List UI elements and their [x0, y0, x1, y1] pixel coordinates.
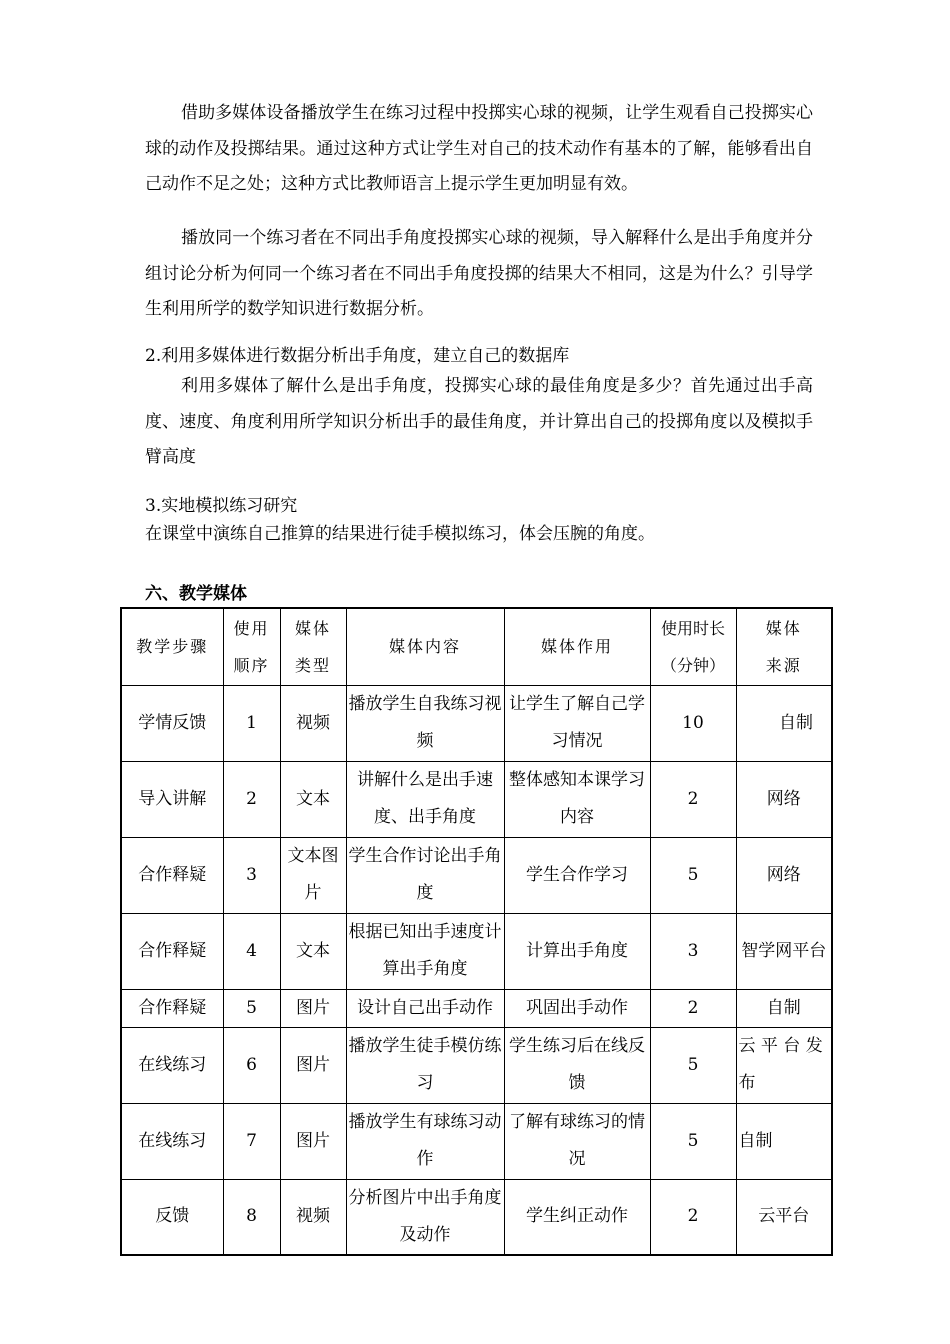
header-source: 媒体 来源	[736, 608, 832, 685]
cell-type: 文本	[280, 761, 346, 837]
cell-order: 2	[223, 761, 280, 837]
cell-duration: 3	[650, 913, 736, 989]
heading-simulation: 3.实地模拟练习研究	[145, 496, 298, 516]
paragraph-video-feedback: 借助多媒体设备播放学生在练习过程中投掷实心球的视频，让学生观看自己投掷实心球的动作及投掷结果。通过这种方式让学生对自己的技术动作有基本的了解，能够看出自己动作不足之处；这种方式比教师语言上提示学生更加明显有效。	[145, 103, 813, 194]
cell-content: 播放学生徒手模仿练习	[346, 1027, 504, 1103]
cell-order: 1	[223, 685, 280, 761]
paragraph-simulation: 在课堂中演练自己推算的结果进行徒手模拟练习，体会压腕的角度。	[145, 524, 655, 544]
cell-source: 自制	[736, 685, 832, 761]
cell-duration: 2	[650, 1179, 736, 1255]
cell-source: 自制	[736, 989, 832, 1027]
cell-step: 在线练习	[121, 1103, 223, 1179]
table-row	[121, 1103, 832, 1179]
cell-order: 4	[223, 913, 280, 989]
cell-source: 自制	[736, 1103, 832, 1179]
cell-order: 7	[223, 1103, 280, 1179]
cell-role: 学生纠正动作	[504, 1179, 650, 1255]
cell-source: 智学网平台	[736, 913, 832, 989]
cell-role: 计算出手角度	[504, 913, 650, 989]
header-type: 媒体 类型	[280, 608, 346, 685]
cell-type: 视频	[280, 1179, 346, 1255]
table-row	[121, 913, 832, 989]
cell-content: 根据已知出手速度计算出手角度	[346, 913, 504, 989]
cell-duration: 10	[650, 685, 736, 761]
cell-step: 在线练习	[121, 1027, 223, 1103]
cell-step: 导入讲解	[121, 761, 223, 837]
table-row	[121, 1179, 832, 1255]
cell-role: 让学生了解自己学习情况	[504, 685, 650, 761]
cell-source: 网络	[736, 837, 832, 913]
header-order: 使用 顺序	[223, 608, 280, 685]
cell-content: 播放学生自我练习视频	[346, 685, 504, 761]
header-content: 媒体内容	[346, 608, 504, 685]
cell-role: 巩固出手动作	[504, 989, 650, 1027]
cell-step: 合作释疑	[121, 989, 223, 1027]
cell-step: 反馈	[121, 1179, 223, 1255]
cell-type: 图片	[280, 1027, 346, 1103]
cell-order: 5	[223, 989, 280, 1027]
section-title-teaching-media: 六、教学媒体	[145, 584, 247, 604]
cell-step: 合作释疑	[121, 837, 223, 913]
header-duration: 使用时长 （分钟）	[650, 608, 736, 685]
table-row	[121, 761, 832, 837]
cell-type: 文本	[280, 913, 346, 989]
cell-source: 网络	[736, 761, 832, 837]
cell-order: 6	[223, 1027, 280, 1103]
cell-content: 学生合作讨论出手角度	[346, 837, 504, 913]
cell-step: 合作释疑	[121, 913, 223, 989]
table-row	[121, 989, 832, 1027]
cell-duration: 5	[650, 1027, 736, 1103]
cell-role: 学生练习后在线反馈	[504, 1027, 650, 1103]
cell-type: 图片	[280, 1103, 346, 1179]
table-row	[121, 837, 832, 913]
cell-content: 播放学生有球练习动作	[346, 1103, 504, 1179]
cell-order: 8	[223, 1179, 280, 1255]
cell-content: 讲解什么是出手速度、出手角度	[346, 761, 504, 837]
header-step: 教学步骤	[121, 608, 223, 685]
cell-role: 整体感知本课学习内容	[504, 761, 650, 837]
table-row	[121, 1027, 832, 1103]
cell-duration: 5	[650, 837, 736, 913]
heading-data-analysis: 2.利用多媒体进行数据分析出手角度，建立自己的数据库	[145, 346, 570, 366]
table-header-row	[121, 608, 832, 685]
paragraph-angle-video: 播放同一个练习者在不同出手角度投掷实心球的视频，导入解释什么是出手角度并分组讨论分析为何同一个练习者在不同出手角度投掷的结果大不相同，这是为什么？引导学生利用所学的数学知识进行数据分析。	[145, 228, 813, 319]
cell-duration: 2	[650, 989, 736, 1027]
cell-content: 分析图片中出手角度及动作	[346, 1179, 504, 1255]
cell-source: 云平台	[736, 1179, 832, 1255]
cell-type: 图片	[280, 989, 346, 1027]
header-role: 媒体作用	[504, 608, 650, 685]
cell-step: 学情反馈	[121, 685, 223, 761]
cell-duration: 2	[650, 761, 736, 837]
cell-role: 学生合作学习	[504, 837, 650, 913]
teaching-media-table	[120, 607, 833, 1256]
paragraph-data-analysis: 利用多媒体了解什么是出手角度，投掷实心球的最佳角度是多少？首先通过出手高度、速度、角度利用所学知识分析出手的最佳角度，并计算出自己的投掷角度以及模拟手臂高度	[145, 376, 813, 467]
cell-type: 视频	[280, 685, 346, 761]
cell-type: 文本图片	[280, 837, 346, 913]
cell-role: 了解有球练习的情况	[504, 1103, 650, 1179]
cell-content: 设计自己出手动作	[346, 989, 504, 1027]
cell-duration: 5	[650, 1103, 736, 1179]
table-row	[121, 685, 832, 761]
cell-source: 云 平 台 发布	[736, 1027, 832, 1103]
cell-order: 3	[223, 837, 280, 913]
